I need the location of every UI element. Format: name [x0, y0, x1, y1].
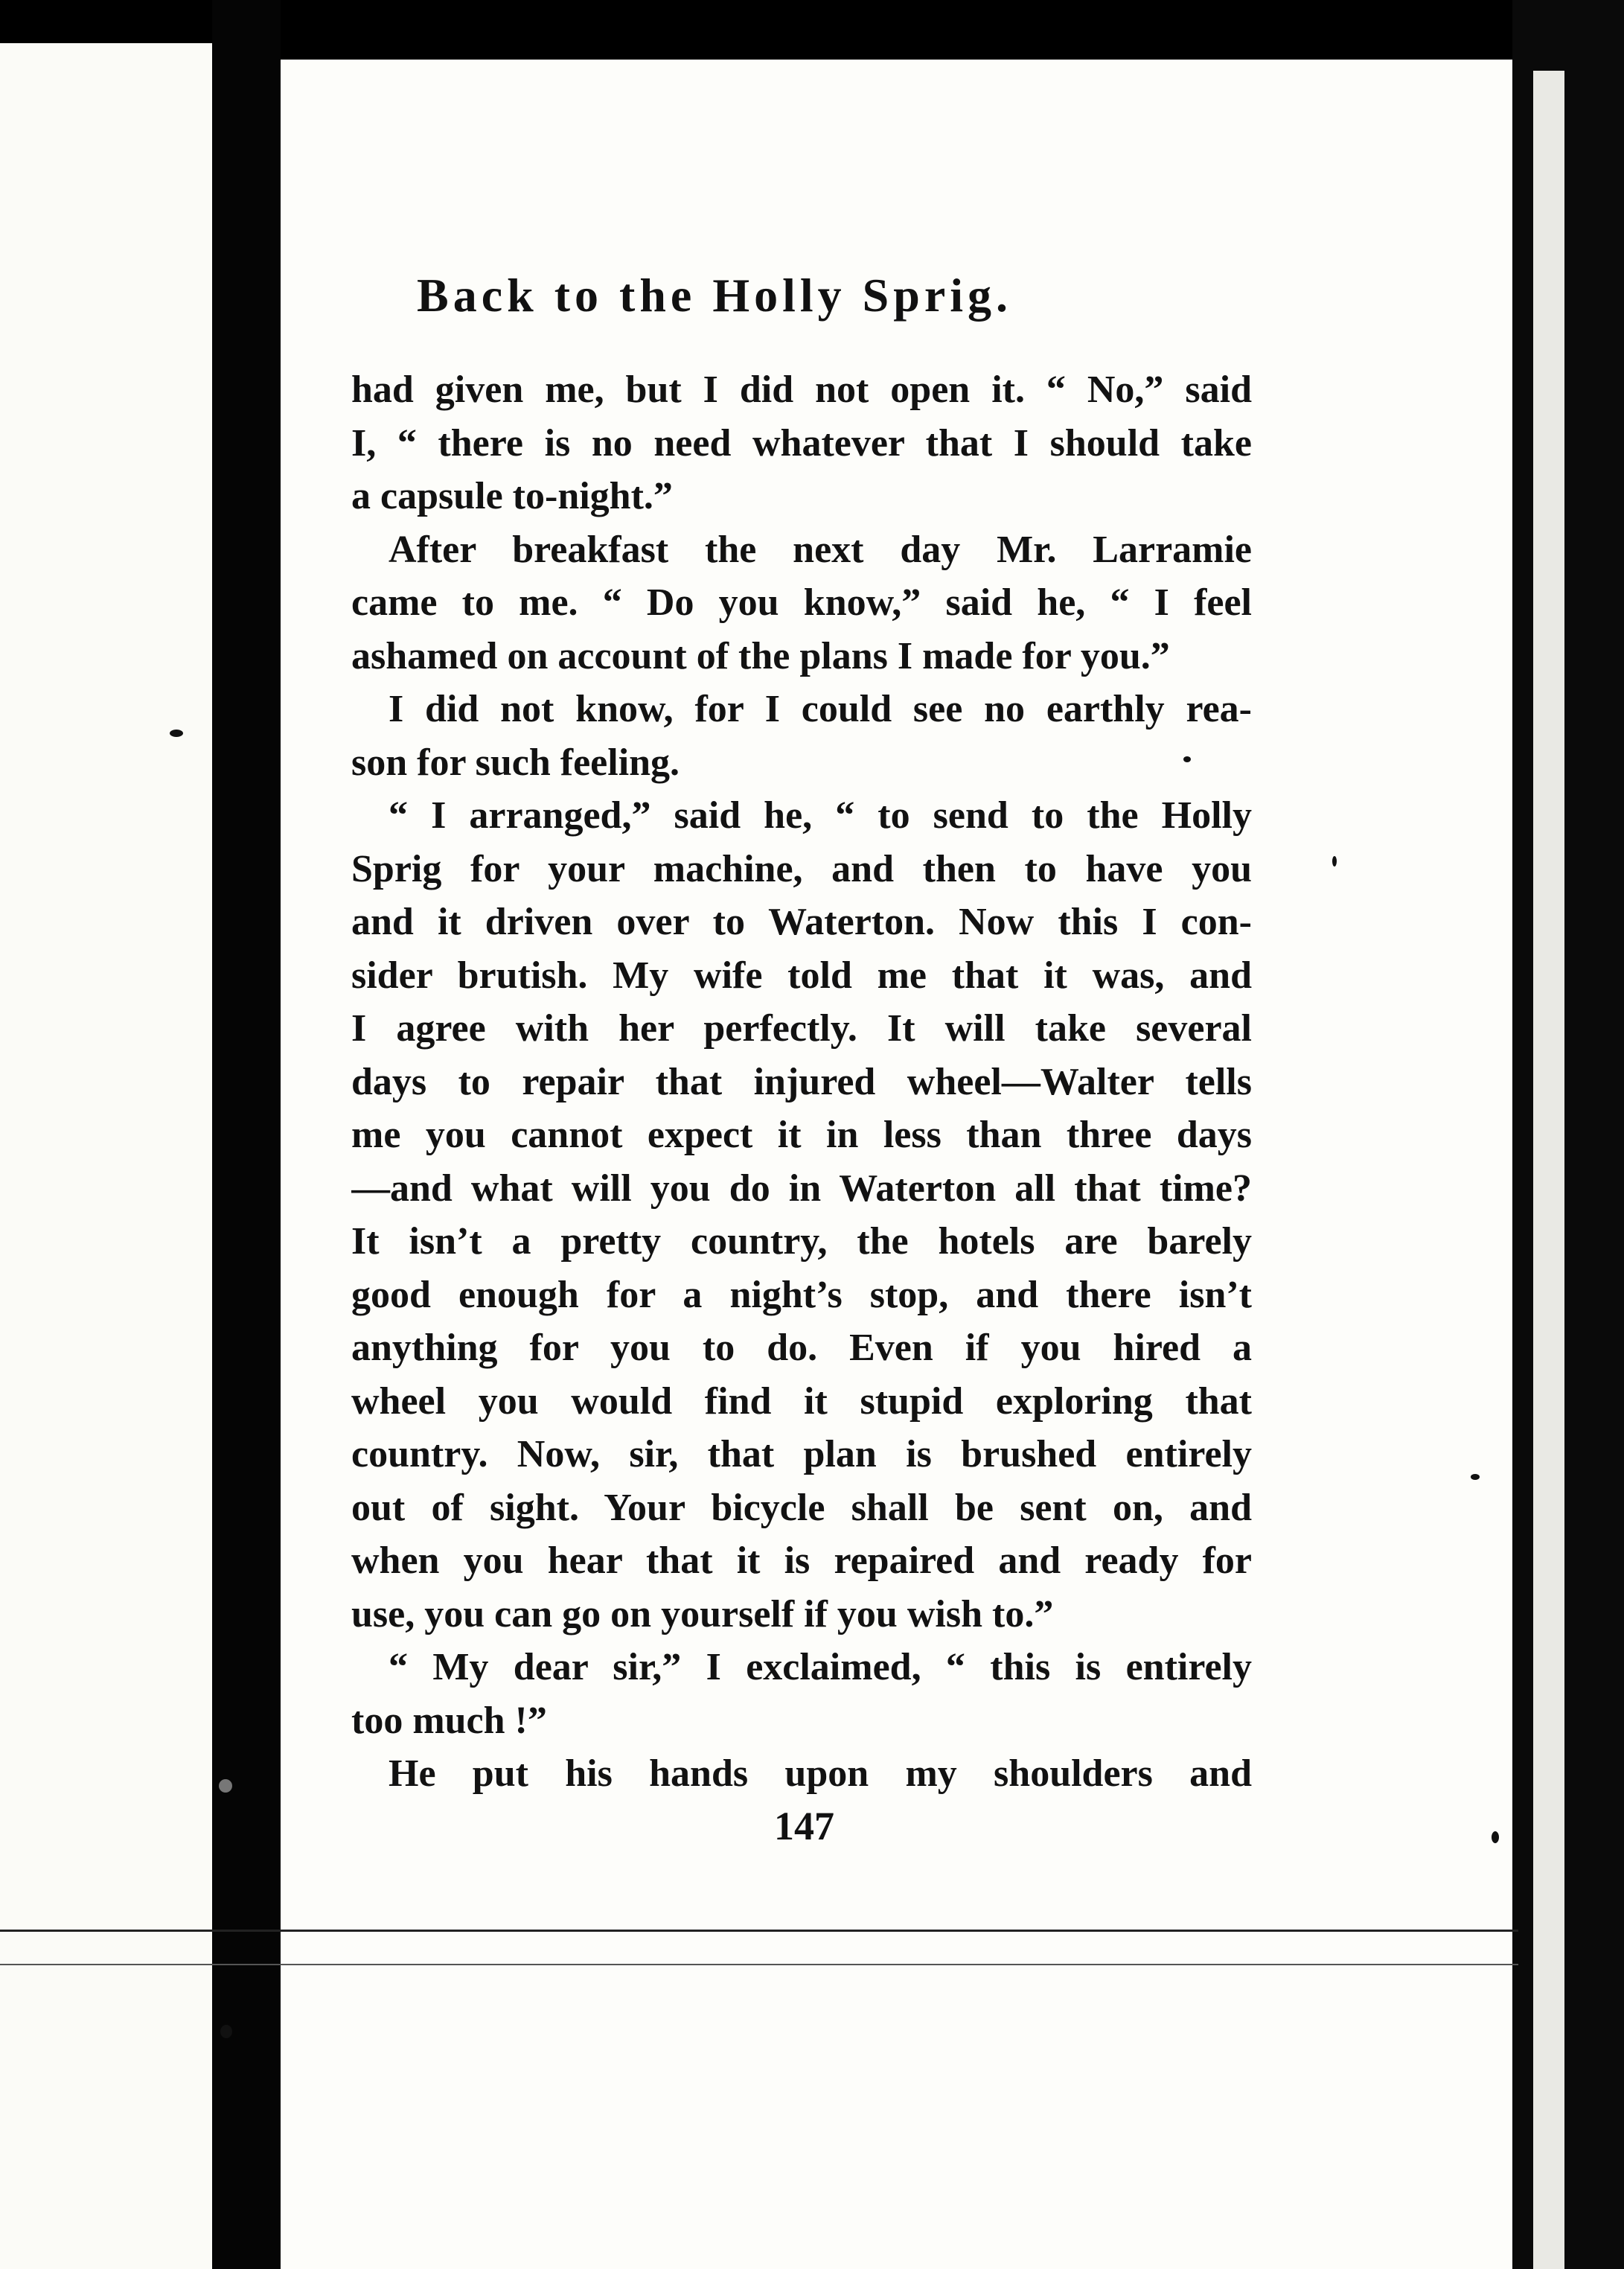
text-line: use, you can go on yourself if you wish to.” — [351, 1592, 1054, 1635]
dust-speck — [220, 2025, 232, 2038]
text-line: and it driven over to Waterton. Now this I con- — [351, 901, 1252, 943]
page-number: 147 — [774, 1804, 834, 1848]
text-line: son for such feeling. — [351, 741, 680, 784]
text-line: —and what will you do in Waterton all that time? — [351, 1167, 1252, 1210]
film-border-right — [1512, 0, 1624, 2269]
text-line: me you cannot expect it in less than three days — [351, 1114, 1252, 1156]
film-scratch-line — [0, 1930, 1518, 1932]
text-line: too much !” — [351, 1699, 547, 1742]
text-line: anything for you to do. Even if you hired a — [351, 1327, 1252, 1369]
text-line: “ I arranged,” said he, “ to send to the Holly — [389, 794, 1252, 837]
text-line: ashamed on account of the plans I made for you.” — [351, 634, 1170, 677]
text-line: had given me, but I did not open it. “ No,” said — [351, 368, 1252, 411]
dust-speck — [219, 1779, 232, 1793]
dust-speck — [1471, 1474, 1480, 1480]
text-line: when you hear that it is repaired and ready for — [351, 1539, 1252, 1582]
body-text — [351, 363, 1252, 1801]
text-line: good enough for a night’s stop, and there isn’t — [351, 1273, 1252, 1316]
text-line: country. Now, sir, that plan is brushed entirely — [351, 1433, 1252, 1475]
text-line: wheel you would find it stupid exploring that — [351, 1379, 1252, 1423]
dust-speck — [1492, 1831, 1499, 1843]
text-line: It isn’t a pretty country, the hotels are barely — [351, 1220, 1252, 1263]
running-head: Back to the Holly Sprig. — [417, 269, 1013, 322]
text-line: After breakfast the next day Mr. Larramie — [389, 528, 1252, 571]
dust-speck — [1332, 856, 1337, 867]
text-line: out of sight. Your bicycle shall be sent on, and — [351, 1486, 1252, 1529]
text-line: I, “ there is no need whatever that I should take — [351, 421, 1252, 465]
text-line: a capsule to-night.” — [351, 475, 673, 517]
text-line: came to me. “ Do you know,” said he, “ I feel — [351, 581, 1252, 624]
film-scratch-line — [0, 1964, 1518, 1965]
text-line: I did not know, for I could see no earthly rea- — [389, 688, 1252, 730]
text-line: He put his hands upon my shoulders and — [389, 1752, 1252, 1795]
text-line: I agree with her perfectly. It will take several — [351, 1007, 1252, 1050]
facing-page-margin — [0, 43, 212, 2269]
text-line: sider brutish. My wife told me that it was, and — [351, 954, 1252, 997]
dust-speck — [170, 730, 183, 737]
binding-gutter — [212, 0, 281, 2269]
text-line: Sprig for your machine, and then to have you — [351, 847, 1252, 890]
page-edge-strip — [1533, 71, 1564, 2269]
text-line: “ My dear sir,” I exclaimed, “ this is entirely — [389, 1646, 1252, 1688]
text-line: days to repair that injured wheel—Walter tells — [351, 1060, 1252, 1103]
